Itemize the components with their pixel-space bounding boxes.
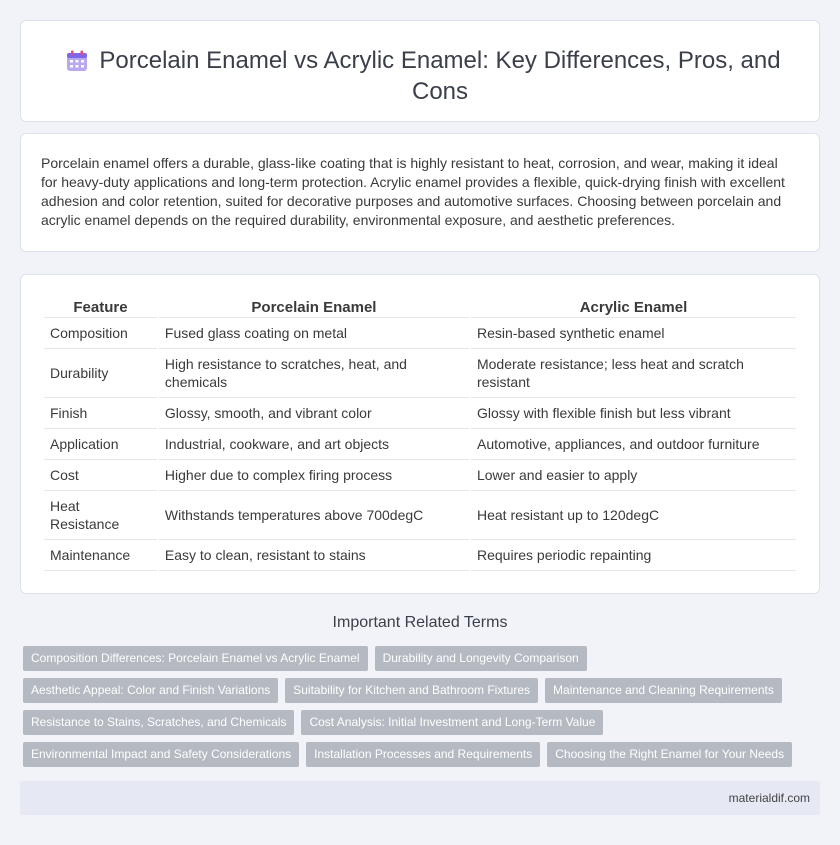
- page-title: Porcelain Enamel vs Acrylic Enamel: Key Differences, Pros, and Cons: [99, 47, 781, 105]
- tag-row: [23, 678, 823, 703]
- cell-acrylic: Moderate resistance; less heat and scratch resistant: [471, 349, 796, 398]
- cell-porcelain: Fused glass coating on metal: [159, 318, 469, 349]
- related-term-tag[interactable]: Installation Processes and Requirements: [306, 742, 540, 767]
- cell-porcelain: Withstands temperatures above 700degC: [159, 491, 469, 540]
- footer: [20, 781, 820, 815]
- related-term-tag[interactable]: Choosing the Right Enamel for Your Needs: [547, 742, 792, 767]
- tag-row: [23, 710, 823, 735]
- cell-acrylic: Resin-based synthetic enamel: [471, 318, 796, 349]
- tag-row: [23, 646, 823, 671]
- related-term-tag[interactable]: Composition Differences: Porcelain Enamel vs Acrylic Enamel: [23, 646, 368, 671]
- table-row: [44, 398, 796, 429]
- cell-feature: Durability: [44, 349, 157, 398]
- cell-acrylic: Glossy with flexible finish but less vibrant: [471, 398, 796, 429]
- comparison-table-card: [20, 274, 820, 594]
- table-row: [44, 540, 796, 571]
- cell-acrylic: Requires periodic repainting: [471, 540, 796, 571]
- cell-porcelain: High resistance to scratches, heat, and chemicals: [159, 349, 469, 398]
- footer-site-link[interactable]: materialdif.com: [728, 791, 810, 805]
- header-porcelain: Porcelain Enamel: [159, 296, 469, 318]
- cell-porcelain: Industrial, cookware, and art objects: [159, 429, 469, 460]
- tag-row: [23, 742, 823, 767]
- related-term-tag[interactable]: Aesthetic Appeal: Color and Finish Variations: [23, 678, 278, 703]
- table-header-row: [44, 296, 796, 318]
- cell-acrylic: Heat resistant up to 120degC: [471, 491, 796, 540]
- cell-feature: Composition: [44, 318, 157, 349]
- related-terms-list: [23, 646, 823, 774]
- related-term-tag[interactable]: Durability and Longevity Comparison: [375, 646, 587, 671]
- cell-porcelain: Higher due to complex firing process: [159, 460, 469, 491]
- cell-feature: Heat Resistance: [44, 491, 157, 540]
- cell-acrylic: Automotive, appliances, and outdoor furniture: [471, 429, 796, 460]
- cell-feature: Application: [44, 429, 157, 460]
- title-card: [20, 20, 820, 122]
- table-row: [44, 491, 796, 540]
- related-term-tag[interactable]: Suitability for Kitchen and Bathroom Fixtures: [285, 678, 538, 703]
- related-term-tag[interactable]: Maintenance and Cleaning Requirements: [545, 678, 782, 703]
- related-terms-title: Important Related Terms: [332, 614, 508, 631]
- cell-feature: Cost: [44, 460, 157, 491]
- header-feature: Feature: [44, 296, 157, 318]
- intro-card: [20, 133, 820, 252]
- intro-text: Porcelain enamel offers a durable, glass-like coating that is highly resistant to heat, corrosion, and wear, making it ideal for heavy-duty applications and long-term protection. Acrylic enamel provides a flexible, quick-drying finish with excellent adhesion and color retention, suited for decorative purposes and automotive surfaces. Choosing between porcelain and acrylic enamel depends on the required durability, environmental exposure, and aesthetic preferences.: [41, 155, 785, 228]
- table-row: [44, 318, 796, 349]
- cell-feature: Finish: [44, 398, 157, 429]
- cell-porcelain: Easy to clean, resistant to stains: [159, 540, 469, 571]
- table-row: [44, 429, 796, 460]
- table-row: [44, 460, 796, 491]
- table-row: [44, 349, 796, 398]
- header-acrylic: Acrylic Enamel: [471, 296, 796, 318]
- title-wrap: [81, 45, 799, 107]
- related-term-tag[interactable]: Environmental Impact and Safety Considerations: [23, 742, 299, 767]
- comparison-table: [42, 296, 798, 571]
- cell-acrylic: Lower and easier to apply: [471, 460, 796, 491]
- related-term-tag[interactable]: Resistance to Stains, Scratches, and Chemicals: [23, 710, 294, 735]
- cell-porcelain: Glossy, smooth, and vibrant color: [159, 398, 469, 429]
- cell-feature: Maintenance: [44, 540, 157, 571]
- related-term-tag[interactable]: Cost Analysis: Initial Investment and Long-Term Value: [301, 710, 603, 735]
